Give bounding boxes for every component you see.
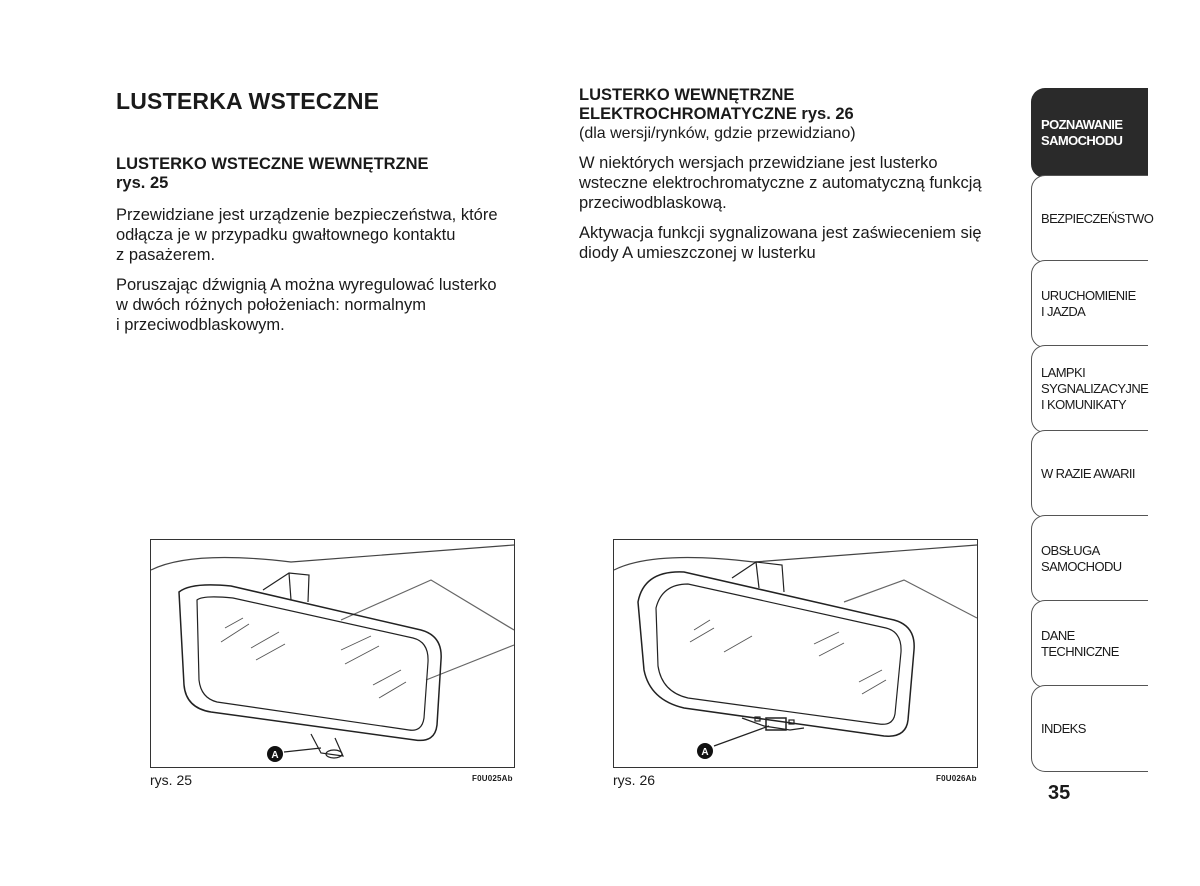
tab-obsluga-samochodu[interactable]: OBSŁUGA SAMOCHODU [1031,515,1148,603]
tab-uruchomienie-i-jazda[interactable]: URUCHOMIENIE I JAZDA [1031,260,1148,348]
figure-25-code: F0U025Ab [472,774,513,783]
right-column [579,86,1011,273]
tab-w-razie-awarii[interactable]: W RAZIE AWARII [1031,430,1148,518]
subsection-title-electrochromic: LUSTERKO WEWNĘTRZNE ELEKTROCHROMATYCZNE rys. 26 [579,86,854,123]
availability-note: (dla wersji/rynków, gdzie przewidziano) [579,125,856,142]
figure-26-caption: rys. 26 [613,772,656,788]
figure-25-mirror-illustration [150,539,515,768]
left-column [116,86,526,345]
tab-dane-techniczne[interactable]: DANE TECHNICZNE [1031,600,1148,688]
paragraph-safety-device: Przewidziane jest urządzenie bezpieczeństwa, które odłącza je w przypadku gwałtownego kontaktu z pasażerem. [116,206,498,264]
paragraph-lever-adjustment: Poruszając dźwignią A można wyregulować lusterko w dwóch różnych położeniach: normalnym i przeciwodblaskowym. [116,276,497,334]
paragraph-electrochromic: W niektórych wersjach przewidziane jest lusterko wsteczne elektrochromatyczne z automatyczną funkcją przeciwodblaskową. [579,154,982,212]
paragraph-led-activation: Aktywacja funkcji sygnalizowana jest zaświeceniem się diody A umieszczonej w lusterku [579,224,982,262]
chapter-tabs [1031,88,1154,772]
figure-26-mirror-illustration [613,539,978,768]
tab-lampki-sygnalizacyjne[interactable]: LAMPKI SYGNALIZACYJNE I KOMUNIKATY [1031,345,1148,433]
figure-25-callout-label: A [271,750,279,761]
page-number: 35 [1048,782,1071,804]
tab-indeks[interactable]: INDEKS [1031,685,1148,772]
tab-bezpieczenstwo[interactable]: BEZPIECZEŃSTWO [1031,175,1148,263]
figure-26-callout-label: A [701,747,709,758]
figure-25-caption: rys. 25 [150,772,193,788]
figure-26-code: F0U026Ab [936,774,977,783]
section-title: LUSTERKA WSTECZNE [116,88,380,114]
subsection-title-interior-mirror: LUSTERKO WSTECZNE WEWNĘTRZNE rys. 25 [116,155,429,192]
tab-poznawanie-samochodu[interactable]: POZNAWANIE SAMOCHODU [1031,88,1148,178]
